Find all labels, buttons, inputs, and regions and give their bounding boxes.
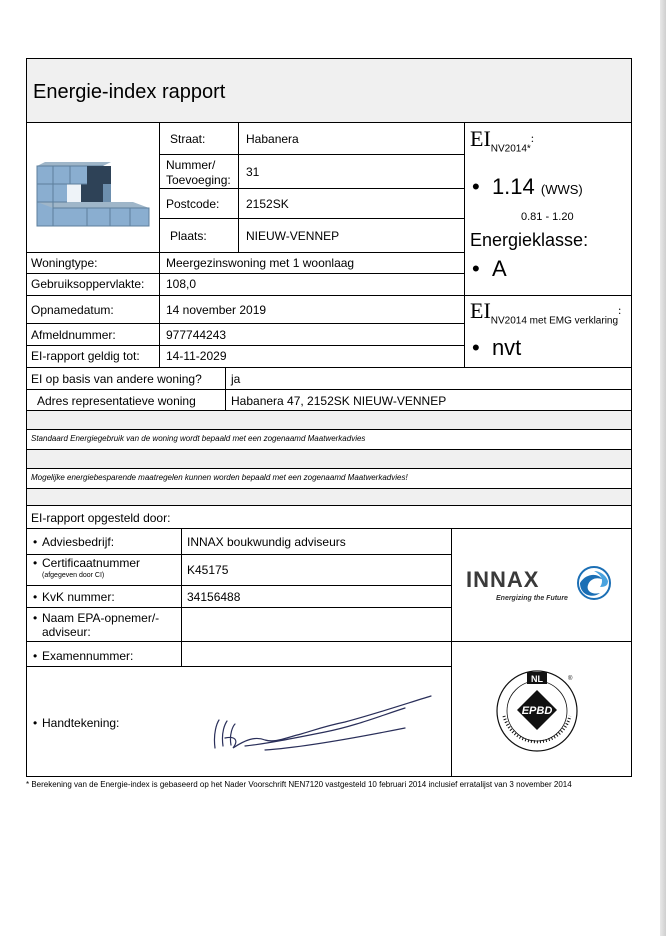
rule <box>26 641 632 642</box>
svg-text:NL: NL <box>531 674 543 684</box>
rule <box>26 505 632 506</box>
innax-logo <box>466 565 626 605</box>
signature-label: • Handtekening: <box>42 716 119 730</box>
certificate-issuer-note: (afgegeven door CI) <box>42 572 105 579</box>
footnote: * Berekening van de Energie-index is gebaseerd op het Nader Voorschrift NEN7120 vastgesteld 10 februari 2014 inclusief erratalijst van 3 november 2014 <box>26 780 572 789</box>
ei-emg-value: nvt <box>491 335 522 360</box>
rule <box>26 607 451 608</box>
rule <box>26 367 632 368</box>
rule <box>464 122 465 367</box>
page-title: Energie-index rapport <box>33 81 226 103</box>
registration-number-value: 977744243 <box>166 328 227 342</box>
innax-tagline: Energizing the Future <box>496 595 568 602</box>
registration-number-label: Afmeldnummer: <box>31 328 116 342</box>
rule <box>26 528 632 529</box>
certificate-number-value: K45175 <box>187 563 229 577</box>
ei-subscript: NV2014* <box>490 143 531 155</box>
innax-swirl-icon <box>572 565 616 601</box>
advisory-firm-value: INNAX boukwundig adviseurs <box>187 535 346 549</box>
ei-range: 0.81 - 1.20 <box>521 211 574 223</box>
number-label-line1: Nummer/ <box>166 158 216 172</box>
ei-emg-line <box>472 335 521 361</box>
rule <box>159 154 464 155</box>
postcode-value: 2152SK <box>246 197 289 211</box>
page-edge-shadow <box>660 0 666 936</box>
certificate-number-label: • Certificaatnummer <box>42 556 140 570</box>
signature-image <box>205 688 435 758</box>
ei-emg-colon: : <box>618 303 622 317</box>
advisory-firm-label: • Adviesbedrijf: <box>42 535 114 549</box>
standard-usage-note: Standaard Energiegebruik van de woning wordt bepaald met een zogenaamd Maatwerkadvies <box>31 434 366 443</box>
city-value: NIEUW-VENNEP <box>246 229 340 243</box>
rule <box>159 188 464 189</box>
recording-date-value: 14 november 2019 <box>166 303 267 317</box>
ei-bullet: • <box>472 174 480 199</box>
representative-address-value: Habanera 47, 2152SK NIEUW-VENNEP <box>231 394 447 408</box>
valid-until-value: 14-11-2029 <box>166 349 227 363</box>
street-value: Habanera <box>246 132 299 146</box>
city-label: Plaats: <box>170 229 207 243</box>
recording-date-label: Opnamedatum: <box>31 303 114 317</box>
rule <box>26 410 632 411</box>
energy-class-value: A <box>491 256 507 281</box>
postcode-label: Postcode: <box>166 197 220 211</box>
ei-heading <box>470 126 534 154</box>
ei-emg-bullet: • <box>472 335 480 360</box>
ei-value-line <box>472 174 583 200</box>
ei-emg-letters: EI <box>470 298 491 323</box>
epa-name-label-line2: adviseur: <box>42 625 91 639</box>
rule <box>159 295 160 367</box>
rule <box>26 345 464 346</box>
energy-class-label: Energieklasse: <box>470 230 589 250</box>
ei-emg-heading <box>470 298 621 326</box>
dwelling-type-value: Meergezinswoning met 1 woonlaag <box>166 256 355 270</box>
rule <box>26 295 632 296</box>
rule <box>26 252 464 253</box>
rule <box>26 449 632 450</box>
rule <box>238 122 239 252</box>
innax-wordmark: INNAX <box>466 567 540 592</box>
saving-measures-note: Mogelijke energiebesparende maatregelen kunnen worden bepaald met een zogenaamd Maatwerkadvies! <box>31 473 408 482</box>
ei-unit: (WWS) <box>540 182 583 197</box>
dwelling-type-label: Woningtype: <box>31 256 98 270</box>
ei-colon: : <box>530 131 535 145</box>
floor-area-value: 108,0 <box>166 277 197 291</box>
energy-class-bullet: • <box>472 256 480 281</box>
rule <box>26 585 451 586</box>
prepared-by-label: EI-rapport opgesteld door: <box>31 511 171 525</box>
kvk-number-label: • KvK nummer: <box>42 590 115 604</box>
ei-value: 1.14 <box>491 174 535 199</box>
rule <box>26 323 464 324</box>
based-on-other-label: EI op basis van andere woning? <box>31 372 202 386</box>
rule <box>26 429 632 430</box>
rule <box>26 666 451 667</box>
svg-text:EPBD: EPBD <box>521 705 553 717</box>
house-icon <box>33 160 151 230</box>
svg-text:®: ® <box>568 676 573 682</box>
rule <box>159 122 160 295</box>
valid-until-label: EI-rapport geldig tot: <box>31 349 140 363</box>
rule <box>26 273 464 274</box>
rule <box>451 528 452 777</box>
kvk-number-value: 34156488 <box>187 590 241 604</box>
floor-area-label: Gebruiksoppervlakte: <box>31 277 145 291</box>
rule <box>159 218 464 219</box>
energy-class-line <box>472 256 507 282</box>
representative-address-label: Adres representatieve woning <box>37 394 196 408</box>
number-value: 31 <box>246 165 260 179</box>
street-label: Straat: <box>170 132 206 146</box>
epbd-seal-logo <box>494 668 580 754</box>
rule <box>26 488 632 489</box>
ei-letters: EI <box>470 126 491 151</box>
rule <box>26 554 451 555</box>
based-on-other-value: ja <box>231 372 241 386</box>
epa-name-label-line1: • Naam EPA-opnemer/- <box>42 611 159 625</box>
number-label-line2: Toevoeging: <box>166 173 231 187</box>
rule <box>225 367 226 410</box>
exam-number-label: • Examennummer: <box>42 649 133 663</box>
ei-emg-subscript: NV2014 met EMG verklaring <box>490 315 619 327</box>
rule <box>181 528 182 666</box>
rule <box>26 389 632 390</box>
rule <box>26 468 632 469</box>
rule <box>26 122 632 123</box>
